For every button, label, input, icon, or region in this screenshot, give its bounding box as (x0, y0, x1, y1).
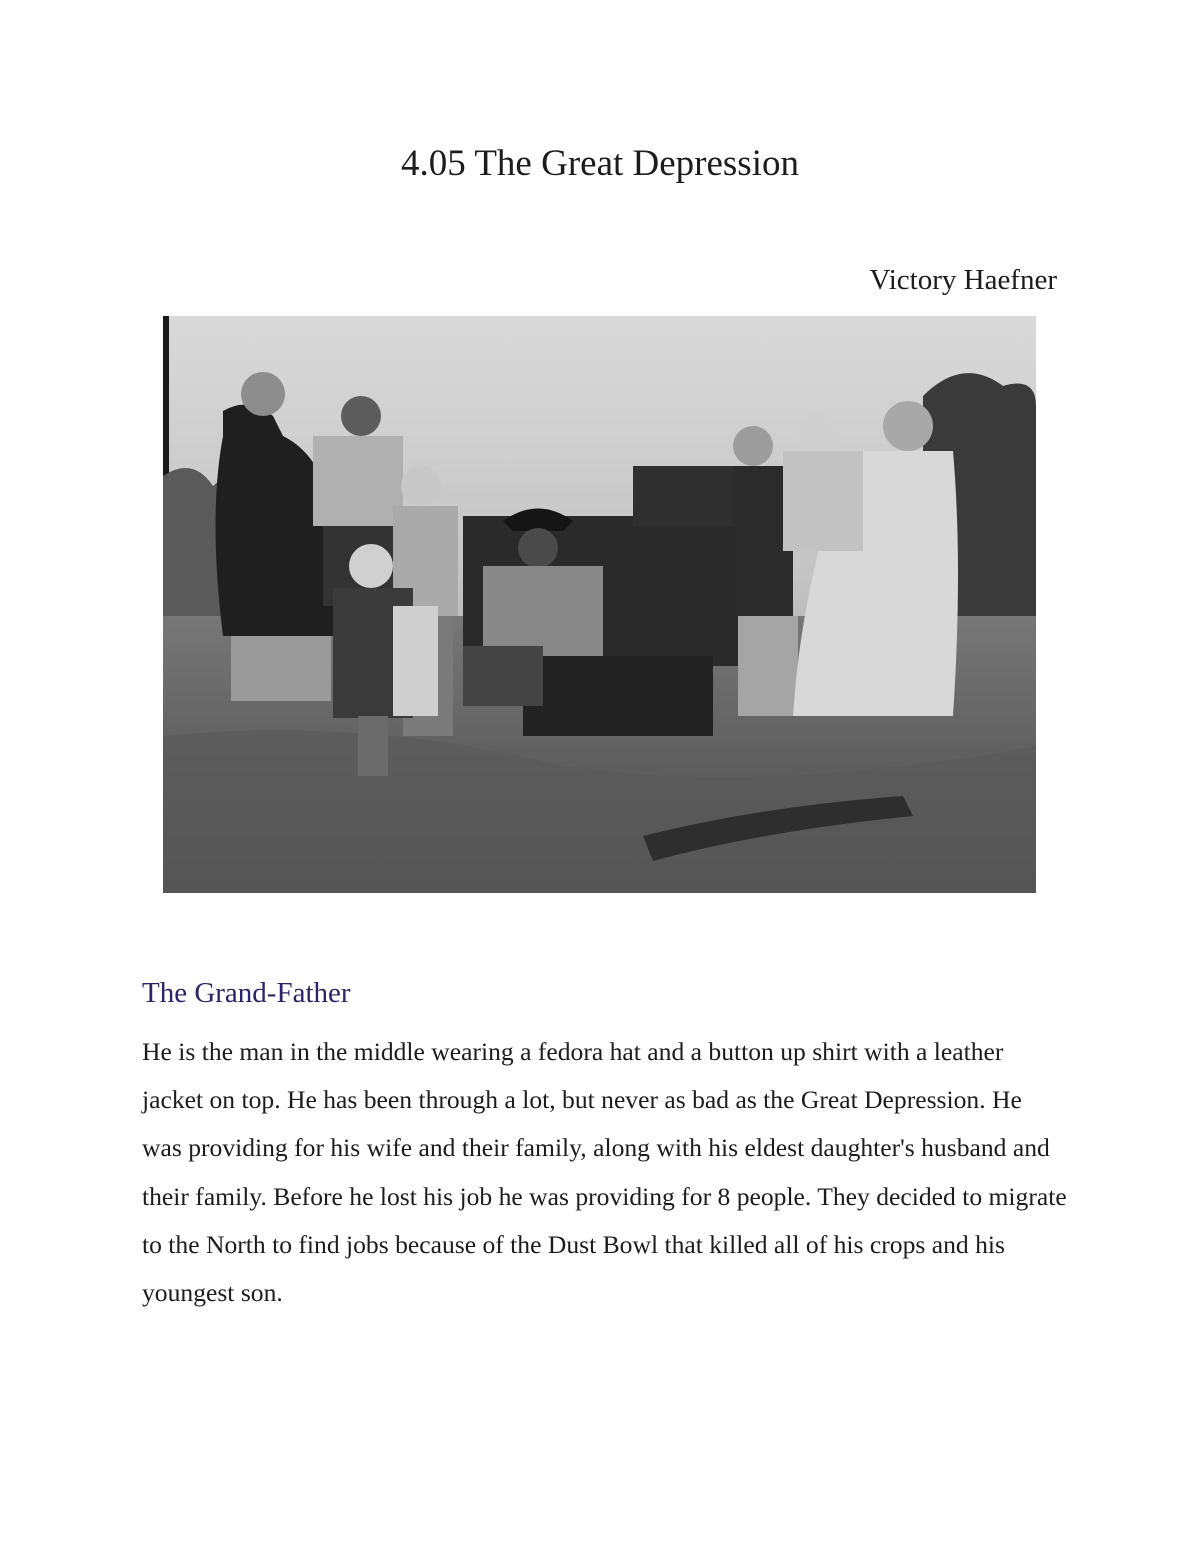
family-photo (163, 316, 1036, 893)
page-title: 4.05 The Great Depression (401, 143, 799, 184)
section-body: He is the man in the middle wearing a fedora hat and a button up shirt with a leather jacket on top. He has been through a lot, but never as bad as the Great Depression. He was providing for his wife and their family, along with his eldest daughter's husband and their family. Before he lost his job he was providing for 8 people. They decided to migrate to the North to find jobs because of the Dust Bowl that killed all of his crops and his youngest son. (142, 1037, 1067, 1308)
author-name: Victory Haefner (869, 264, 1057, 296)
section-heading: The Grand-Father (142, 977, 351, 1009)
